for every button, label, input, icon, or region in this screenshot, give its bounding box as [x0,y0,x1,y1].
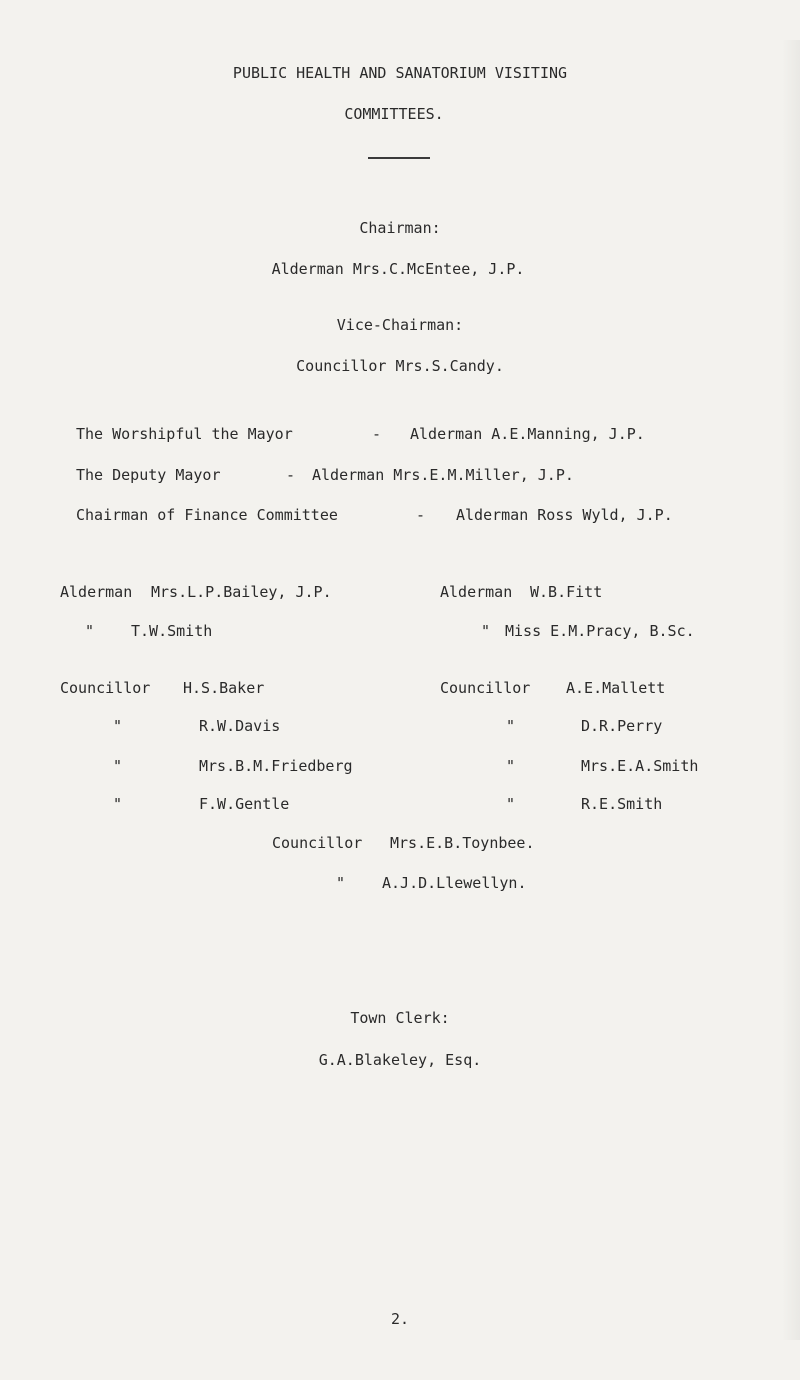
ex-officio-role: Chairman of Finance Committee [76,506,338,524]
chairman-label: Chairman: [359,219,441,237]
ditto-mark: " [506,795,516,813]
councillor-name: H.S.Baker [183,679,265,697]
alderman-name: T.W.Smith [131,622,213,640]
town-clerk-label: Town Clerk: [350,1009,450,1027]
councillor-name: Mrs.E.A.Smith [581,757,699,775]
title-underline [368,157,430,159]
ditto-mark: " [481,622,491,640]
councillor-name: A.E.Mallett [566,679,666,697]
councillor-title: Councillor [60,679,151,697]
chairman-name: Alderman Mrs.C.McEntee, J.P. [271,260,525,278]
ditto-mark: " [336,874,346,892]
title-line-1: PUBLIC HEALTH AND SANATORIUM VISITING [232,64,568,82]
councillor-title: Councillor [272,834,363,852]
ditto-mark: " [113,717,123,735]
councillor-name: R.E.Smith [581,795,663,813]
councillor-name: Mrs.B.M.Friedberg [199,757,353,775]
vice-chairman-label: Vice-Chairman: [336,316,464,334]
vice-chairman-name: Councillor Mrs.S.Candy. [296,357,504,375]
ditto-mark: " [113,757,123,775]
alderman-name: Mrs.L.P.Bailey, J.P. [151,583,332,601]
alderman-title: Alderman [60,583,133,601]
councillor-name: R.W.Davis [199,717,281,735]
councillor-title: Councillor [440,679,531,697]
councillor-name: F.W.Gentle [199,795,290,813]
ex-officio-name: Alderman Mrs.E.M.Miller, J.P. [312,466,574,484]
ex-officio-role: The Worshipful the Mayor [76,425,293,443]
councillor-name: A.J.D.Llewellyn. [382,874,527,892]
ditto-mark: " [506,757,516,775]
ditto-mark: " [506,717,516,735]
town-clerk-name: G.A.Blakeley, Esq. [318,1051,482,1069]
ditto-mark: " [85,622,95,640]
alderman-name: W.B.Fitt [530,583,603,601]
ex-officio-separator: - [416,506,426,524]
alderman-title: Alderman [440,583,513,601]
ex-officio-role: The Deputy Mayor [76,466,221,484]
councillor-name: D.R.Perry [581,717,663,735]
alderman-name: Miss E.M.Pracy, B.Sc. [505,622,695,640]
page-number: 2. [390,1310,410,1328]
councillor-name: Mrs.E.B.Toynbee. [390,834,535,852]
ditto-mark: " [113,795,123,813]
ex-officio-name: Alderman Ross Wyld, J.P. [456,506,673,524]
ex-officio-name: Alderman A.E.Manning, J.P. [410,425,645,443]
ex-officio-separator: - [372,425,382,443]
title-line-2: COMMITTEES. [344,105,444,123]
ex-officio-separator: - [286,466,296,484]
